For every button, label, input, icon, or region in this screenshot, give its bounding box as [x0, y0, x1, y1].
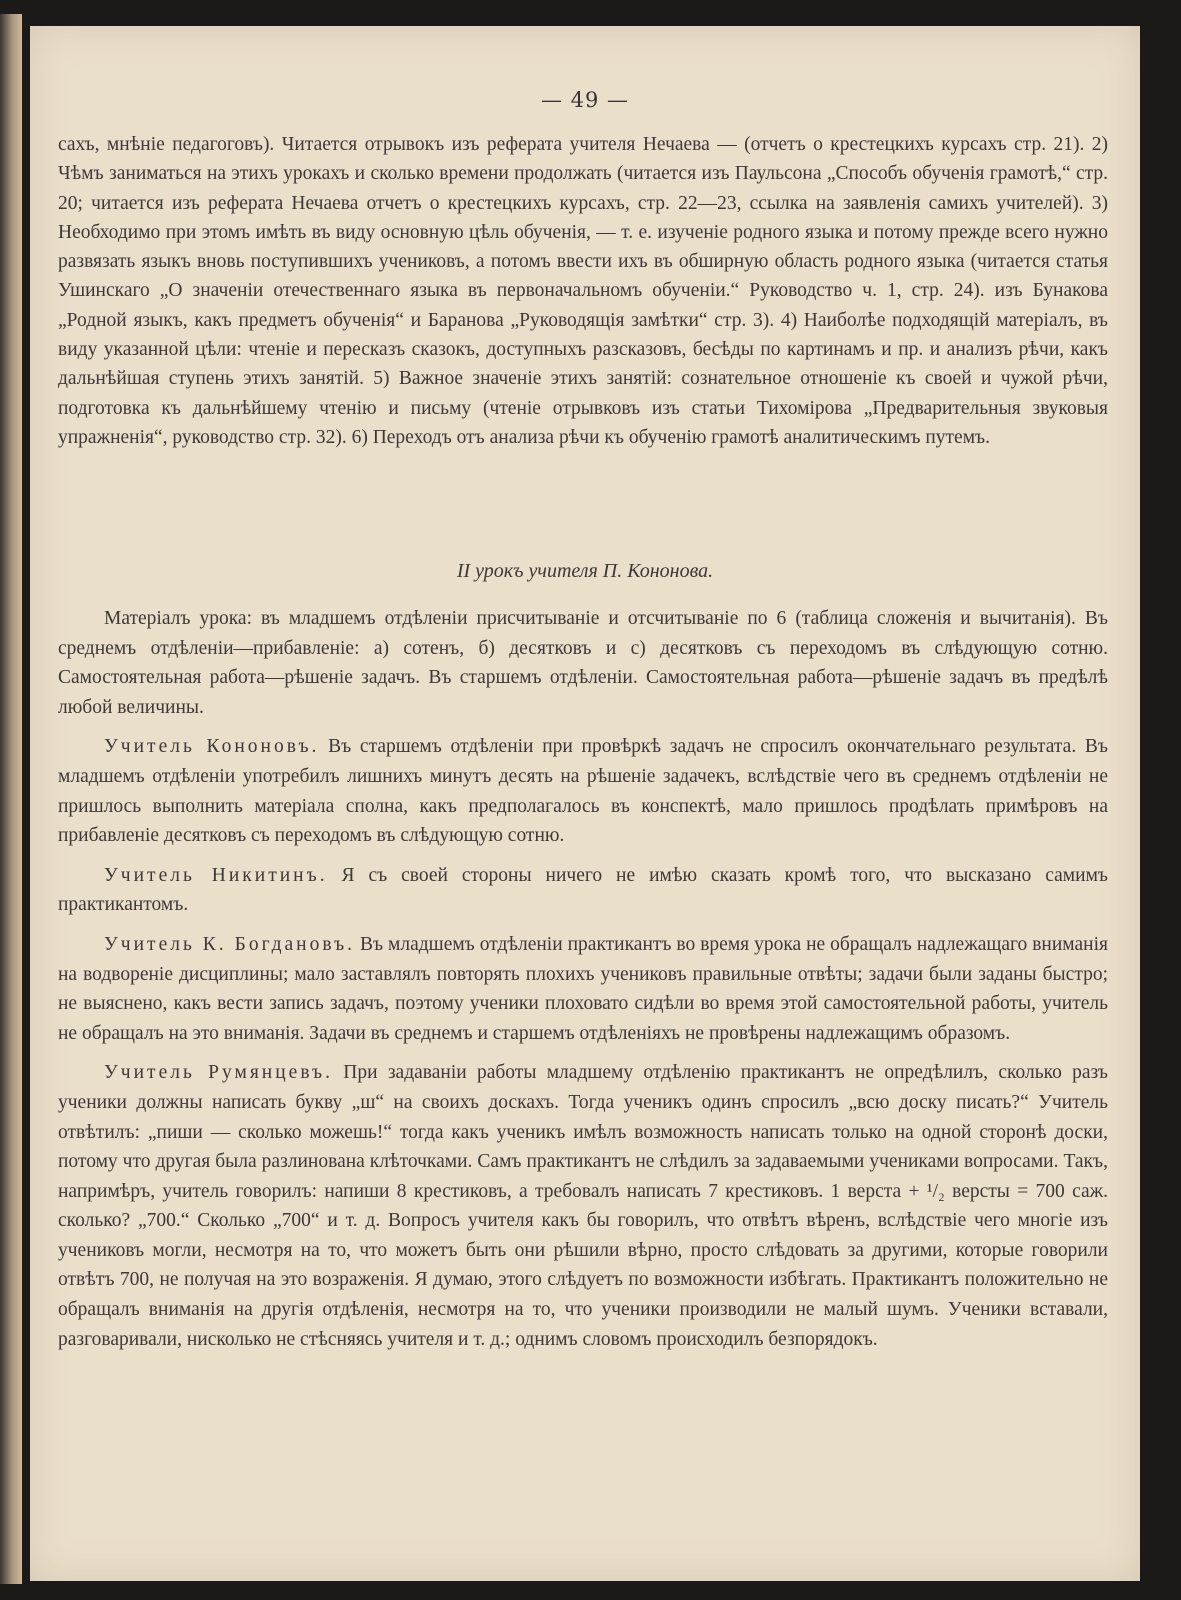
- paragraph-material: [58, 604, 1108, 722]
- speaker-name: Учитель Кононовъ.: [104, 736, 320, 758]
- speaker-name: Учитель Никитинъ.: [104, 864, 328, 886]
- book-page: [30, 26, 1140, 1581]
- paragraph-nikitin: [58, 861, 1108, 920]
- paragraph-text: Въ старшемъ отдѣленіи при провѣркѣ задачъ не спросилъ окончательнаго результата. Въ младшемъ отдѣленіи употребилъ лишнихъ минутъ десять на рѣшеніе задачекъ, вслѣдствіе чего въ среднемъ отдѣленіи не пришлось выполнить матеріала сполна, какъ предполагалось въ конспектѣ, мало пришлось продѣлать примѣровъ на прибавленіе десятковъ съ переходомъ въ слѣдующую сотню.: [58, 736, 1108, 847]
- adjacent-page-edge: [0, 14, 22, 1584]
- paragraph-text: При задаваніи работы младшему отдѣленію практикантъ не опредѣлилъ, сколько разъ ученики должны написать букву „ш“ на своихъ доскахъ. Тогда ученикъ одинъ спросилъ „всю доску писать?“ Учитель отвѣтилъ: „пиши — сколько можешь!“ тогда какъ ученикъ имѣлъ возможность написать только на одной сторонѣ доски, потому что другая была разлинована клѣточками. Самъ практикантъ не слѣдилъ за задаваемыми учениками вопросами. Такъ, напримѣръ, учитель говорилъ: напиши 8 крестиковъ, а требовалъ написать 7 крестиковъ. 1 верста + ¹/₂ версты = 700 саж. сколько? „700.“ Сколько „700“ и т. д. Вопросъ учителя какъ бы говорилъ, что отвѣтъ вѣренъ, вслѣдствіе чего многіе изъ учениковъ могли, несмотря на то, что можетъ быть они рѣшили вѣрно, просто слѣдовать за другими, которые говорили отвѣтъ 700, не получая на это возраженія. Я думаю, этого слѣдуетъ по возможности избѣгать. Практикантъ положительно не обращалъ вниманія на другія отдѣленія, несмотря на то, что ученики производили не малый шумъ. Ученики вставали, разговаривали, нисколько не стѣсняясь учителя и т. д.; однимъ словомъ происходилъ безпорядокъ.: [58, 1062, 1108, 1350]
- paragraph-kononov: [58, 732, 1108, 850]
- speaker-name: Учитель К. Богдановъ.: [104, 933, 356, 955]
- intro-text-block: [58, 130, 1108, 452]
- paragraph-text: Я съ своей стороны ничего не имѣю сказать кромѣ того, что высказано самимъ практикантомъ.: [58, 864, 1108, 916]
- speaker-name: Учитель Румянцевъ.: [104, 1062, 333, 1084]
- paragraph-text: Въ младшемъ отдѣленіи практикантъ во время урока не обращалъ надлежащаго вниманія на водвореніе дисциплины; мало заставлялъ повторять плохихъ учениковъ правильные отвѣты; задачи были заданы быстро; не выяснено, какъ вести запись задачъ, поэтому ученики плоховато сидѣли во время этой самостоятельной работы, учитель не обращалъ на это вниманія. Задачи въ среднемъ и старшемъ отдѣленіяхъ не провѣрены надлежащимъ образомъ.: [58, 933, 1108, 1044]
- paragraph-bogdanov: [58, 930, 1108, 1048]
- paragraph-rumyantsev: [58, 1058, 1108, 1354]
- lesson-discussion: [58, 604, 1108, 1364]
- page-number: — 49 —: [540, 88, 630, 112]
- section-heading: II урокъ учителя П. Кононова.: [456, 560, 714, 582]
- paragraph-intro: сахъ, мнѣніе педагоговъ). Читается отрывокъ изъ реферата учителя Нечаева — (отчетъ о крестецкихъ курсахъ стр. 21). 2) Чѣмъ заниматься на этихъ урокахъ и сколько времени продолжать (читается изъ Паульсона „Способъ обученія грамотѣ,“ стр. 20; читается изъ реферата Нечаева отчетъ о крестецкихъ курсахъ, стр. 22—23, ссылка на заявленія самихъ учителей). 3) Необходимо при этомъ имѣть въ виду основную цѣль обученія, — т. е. изученіе родного языка и потому прежде всего нужно развязать языкъ вновь поступившихъ учениковъ, а потомъ ввести ихъ въ обширную область родного языка (читается статья Ушинскаго „О значеніи отечественнаго языка въ первоначальномъ обученіи.“ Руководство ч. 1, стр. 24). изъ Бунакова „Родной языкъ, какъ предметъ обученія“ и Баранова „Руководящія замѣтки“ стр. 3). 4) Наиболѣе подходящій матеріалъ, въ виду указанной цѣли: чтеніе и пересказъ сказокъ, доступныхъ разсказовъ, бесѣды по картинамъ и пр. и анализъ рѣчи, какъ дальнѣйшая ступень этихъ занятій. 5) Важное значеніе этихъ занятій: сознательное отношеніе къ своей и чужой рѣчи, подготовка къ дальнѣйшему чтенію и письму (чтеніе отрывковъ изъ статьи Тихомірова „Предварительныя звуковыя упражненія“, руководство стр. 32). 6) Переходъ отъ анализа рѣчи къ обученію грамотѣ аналитическимъ путемъ.: [58, 134, 1108, 448]
- paragraph-text: Матеріалъ урока: въ младшемъ отдѣленіи присчитываніе и отсчитываніе по 6 (таблица сложенія и вычитанія). Въ среднемъ отдѣленіи—прибавленіе: а) сотенъ, б) десятковъ и с) десятковъ съ переходомъ въ слѣдующую сотню. Самостоятельная работа—рѣшеніе задачъ. Въ старшемъ отдѣленіи. Самостоятельная работа—рѣшеніе задачъ въ предѣлѣ любой величины.: [58, 608, 1108, 718]
